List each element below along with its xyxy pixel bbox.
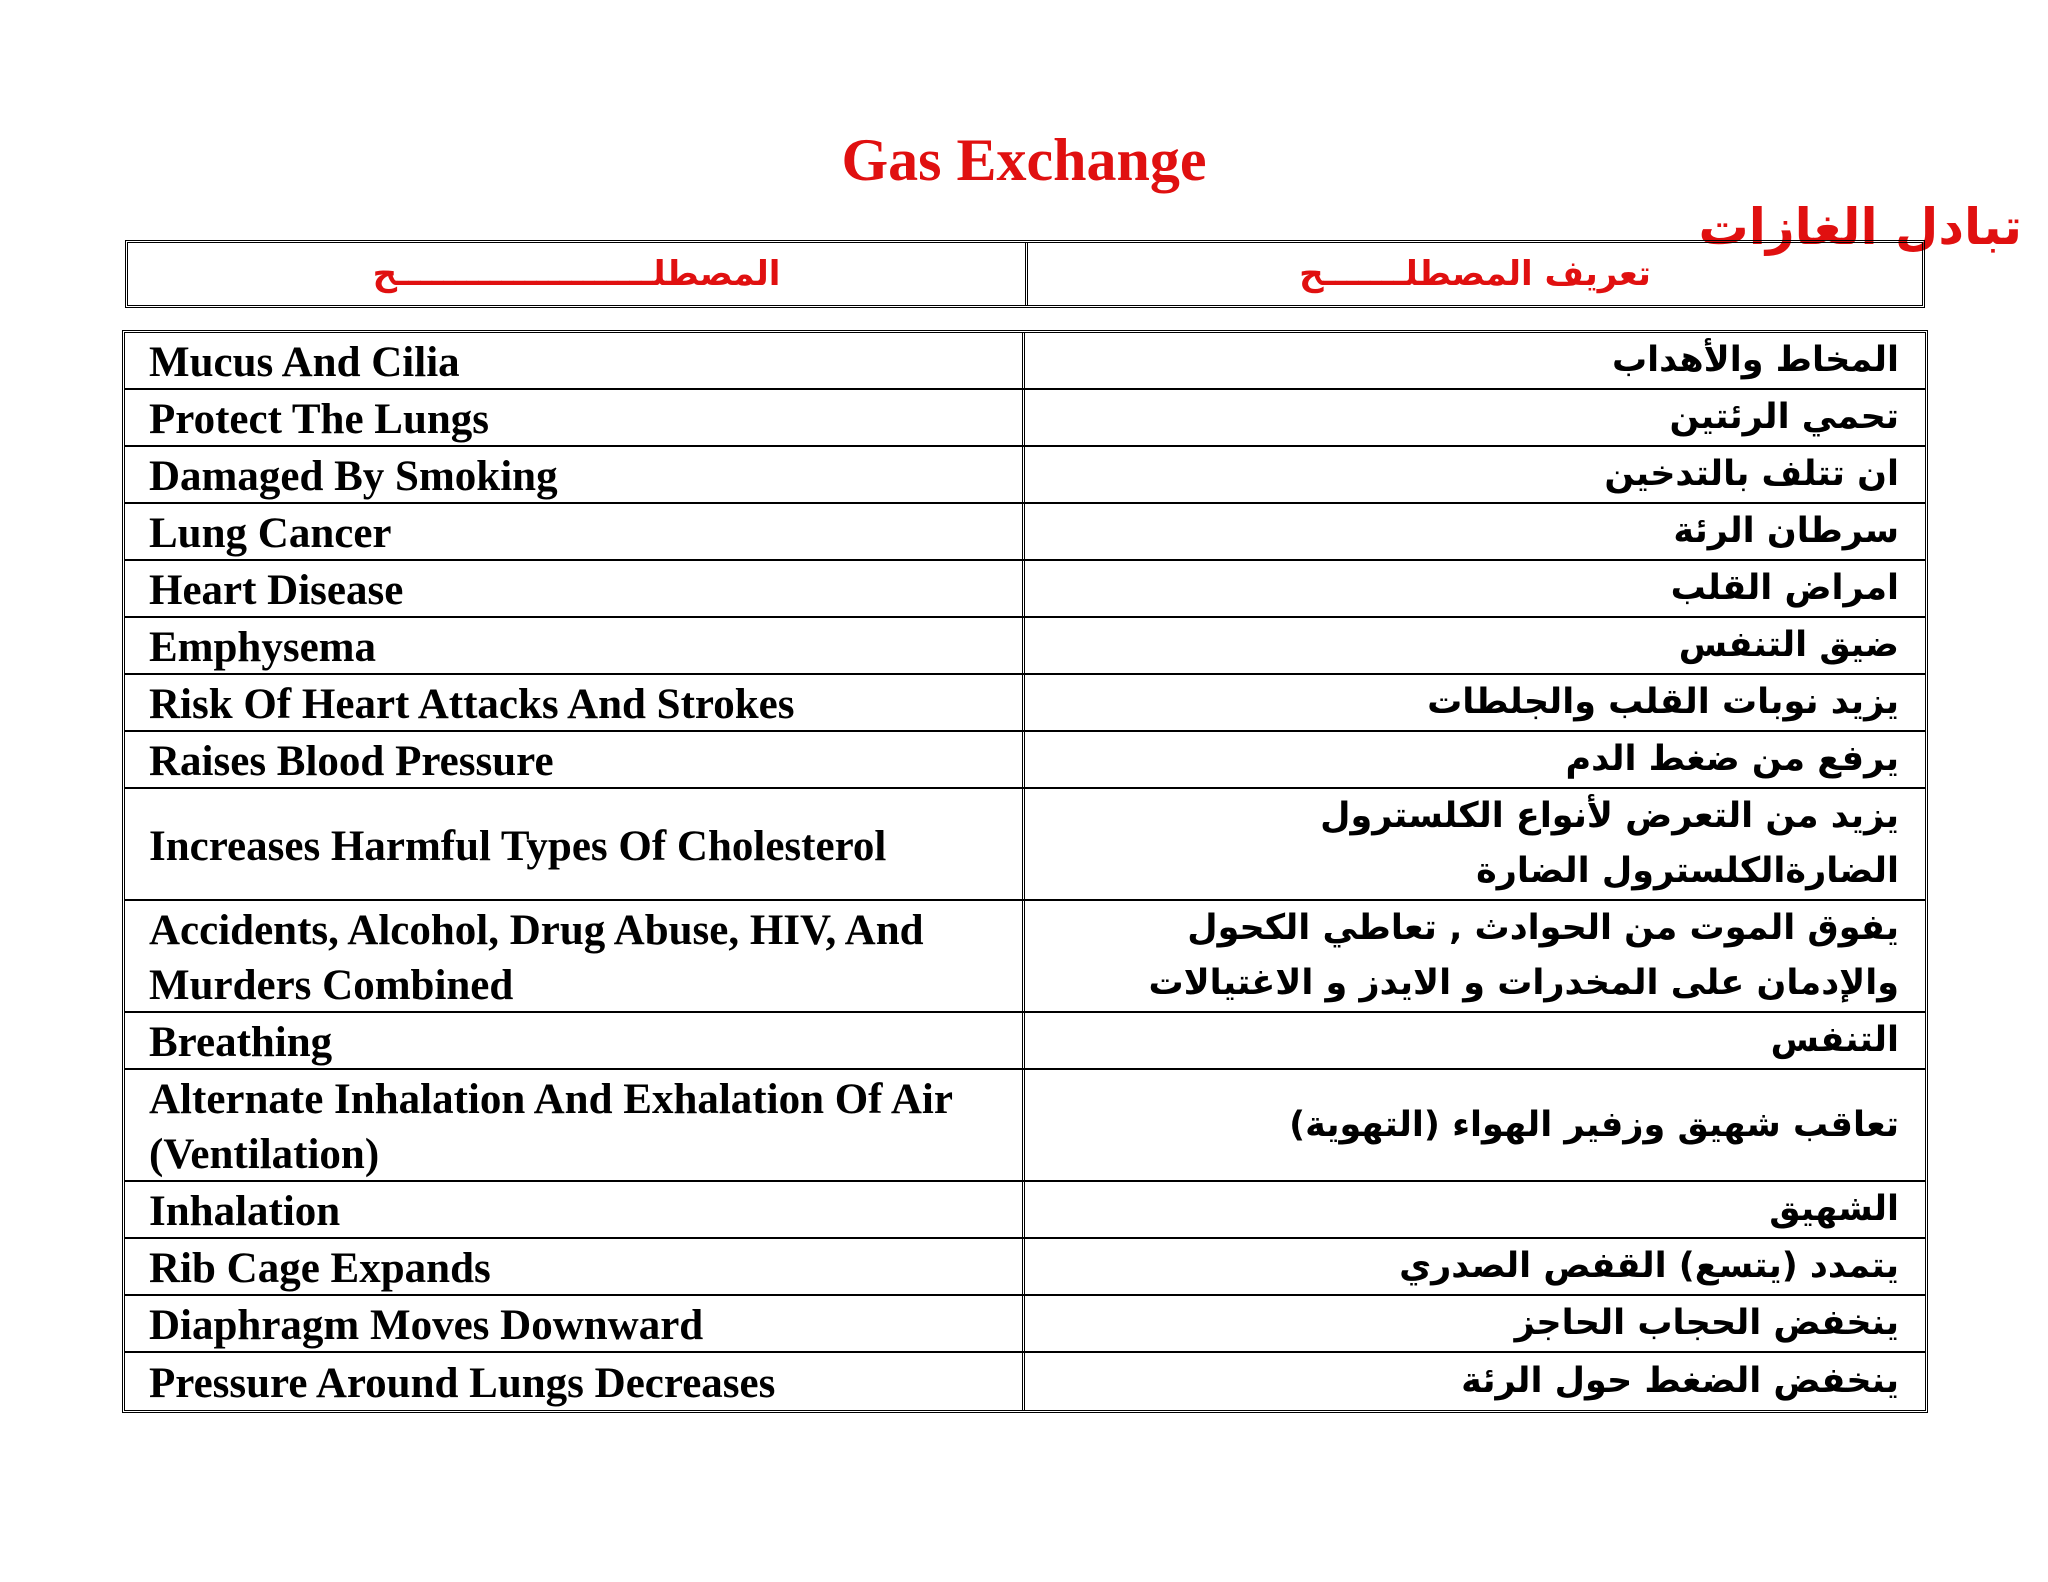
title-arabic: تبادل الغازات (1698, 198, 2022, 256)
terms-table (122, 330, 1928, 1413)
table-row (125, 447, 1925, 504)
header-table (125, 240, 1925, 308)
term-arabic: الشهيق (1769, 1189, 1899, 1229)
term-english: Increases Harmful Types Of Cholesterol (125, 789, 1025, 899)
term-english: Mucus And Cilia (125, 333, 1025, 388)
term-arabic: امراض القلب (1670, 568, 1899, 608)
table-row (125, 561, 1925, 618)
header-term: المصطلــــــــــــــــــــــح (128, 243, 1028, 305)
term-english: Protect The Lungs (125, 390, 1025, 445)
term-arabic: يتمدد (يتسع) القفص الصدري (1399, 1246, 1899, 1286)
term-english: Accidents, Alcohol, Drug Abuse, HIV, And Murders Combined (125, 901, 1025, 1011)
table-row (125, 1013, 1925, 1070)
term-arabic: تحمي الرئتين (1669, 397, 1899, 437)
table-row (125, 1296, 1925, 1353)
term-english: Damaged By Smoking (125, 447, 1025, 502)
term-arabic: سرطان الرئة (1673, 511, 1899, 551)
term-arabic: المخاط والأهداب (1612, 340, 1899, 380)
table-row (125, 1239, 1925, 1296)
term-english: Risk Of Heart Attacks And Strokes (125, 675, 1025, 730)
term-arabic: يفوق الموت من الحوادث , تعاطي الكحول والإدمان على المخدرات و الايدز و الاغتيالات (1148, 908, 1899, 1003)
table-row (125, 618, 1925, 675)
term-english: Pressure Around Lungs Decreases (125, 1353, 1025, 1410)
term-arabic: ضيق التنفس (1678, 625, 1899, 665)
table-row (125, 901, 1925, 1013)
table-row (125, 675, 1925, 732)
term-english: Heart Disease (125, 561, 1025, 616)
term-english: Alternate Inhalation And Exhalation Of Air (Ventilation) (125, 1070, 1025, 1180)
table-row (125, 1353, 1925, 1410)
table-row (125, 789, 1925, 901)
header-definition: تعريف المصطلـــــــح (1299, 254, 1651, 294)
term-arabic: ينخفض الضغط حول الرئة (1461, 1361, 1899, 1401)
term-english: Lung Cancer (125, 504, 1025, 559)
term-arabic: ينخفض الحجاب الحاجز (1514, 1303, 1899, 1343)
term-english: Inhalation (125, 1182, 1025, 1237)
term-english: Raises Blood Pressure (125, 732, 1025, 787)
term-arabic: تعاقب شهيق وزفير الهواء (التهوية) (1289, 1104, 1899, 1145)
title-english: Gas Exchange (841, 127, 1207, 193)
term-english: Diaphragm Moves Downward (125, 1296, 1025, 1351)
page-title (0, 120, 2048, 255)
term-arabic: يرفع من ضغط الدم (1565, 739, 1899, 779)
term-arabic: ان تتلف بالتدخين (1604, 454, 1899, 494)
term-english: Rib Cage Expands (125, 1239, 1025, 1294)
table-row (125, 1182, 1925, 1239)
term-arabic: يزيد من التعرض لأنواع الكلسترول الضارةالكلسترول الضارة (1320, 796, 1899, 891)
term-arabic: التنفس (1770, 1020, 1899, 1060)
term-english: Emphysema (125, 618, 1025, 673)
term-english: Breathing (125, 1013, 1025, 1068)
table-row (125, 504, 1925, 561)
table-row (125, 333, 1925, 390)
table-row (125, 1070, 1925, 1182)
table-row (125, 732, 1925, 789)
table-row (125, 390, 1925, 447)
term-arabic: يزيد نوبات القلب والجلطات (1427, 682, 1899, 722)
